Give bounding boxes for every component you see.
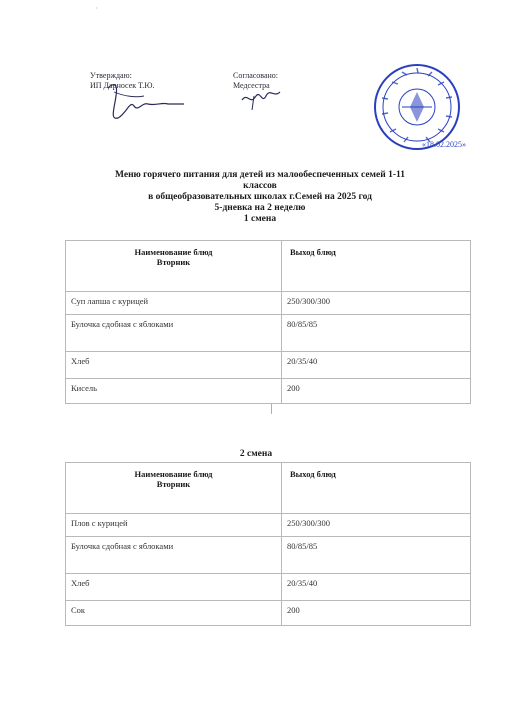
approval-left-name: ИП Дарносек Т.Ю. — [90, 81, 155, 90]
title-line-3: в общеобразовательных школах г.Семей на 2025 год — [148, 192, 372, 202]
title-line-2: классов — [243, 181, 277, 191]
table-row — [66, 574, 471, 601]
dish-portion: 200 — [282, 379, 471, 404]
title-line-1: Меню горячего питания для детей из малообеспеченных семей 1-11 — [115, 170, 405, 180]
dish-name: Сок — [66, 601, 282, 626]
header-dish-name: Наименование блюд Вторник — [66, 241, 282, 292]
signature-right — [240, 82, 282, 112]
dish-name: Кисель — [66, 379, 282, 404]
table-header — [66, 463, 471, 514]
shift-2-label: 2 смена — [239, 449, 273, 459]
header-portion: Выход блюд — [282, 463, 471, 514]
dish-name: Хлеб — [66, 574, 282, 601]
dish-portion: 20/35/40 — [282, 352, 471, 379]
dish-portion: 250/300/300 — [282, 292, 471, 315]
approval-left-title: Утверждаю: — [90, 71, 132, 80]
shift-1-label: 1 смена — [243, 214, 277, 224]
approval-right-name: Медсестра — [233, 81, 270, 90]
table-row — [66, 379, 471, 404]
scan-mark: › — [96, 6, 98, 11]
menu-table-shift-2 — [65, 462, 471, 626]
dish-name: Суп лапша с курицей — [66, 292, 282, 315]
table-row — [66, 514, 471, 537]
document-title — [60, 170, 460, 225]
dish-portion: 80/85/85 — [282, 537, 471, 574]
menu-table-shift-1 — [65, 240, 471, 404]
approval-right-title: Согласовано: — [233, 71, 279, 80]
dish-portion: 250/300/300 — [282, 514, 471, 537]
dish-name: Плов с курицей — [66, 514, 282, 537]
dish-name: Булочка сдобная с яблоками — [66, 537, 282, 574]
header-dish-name: Наименование блюд Вторник — [66, 463, 282, 514]
dish-name: Булочка сдобная с яблоками — [66, 315, 282, 352]
table-row — [66, 601, 471, 626]
stamp-seal-icon — [372, 62, 462, 152]
table-row — [66, 537, 471, 574]
signature-left — [104, 80, 186, 126]
table-row — [66, 292, 471, 315]
table-header — [66, 241, 471, 292]
dish-portion: 20/35/40 — [282, 574, 471, 601]
divider-mark — [271, 404, 272, 414]
dish-name: Хлеб — [66, 352, 282, 379]
dish-portion: 200 — [282, 601, 471, 626]
header-portion: Выход блюд — [282, 241, 471, 292]
table-row — [66, 315, 471, 352]
dish-portion: 80/85/85 — [282, 315, 471, 352]
table-row — [66, 352, 471, 379]
title-line-4: 5-дневка на 2 неделю — [214, 203, 306, 213]
seal-date: «18.02.2025» — [422, 140, 466, 149]
